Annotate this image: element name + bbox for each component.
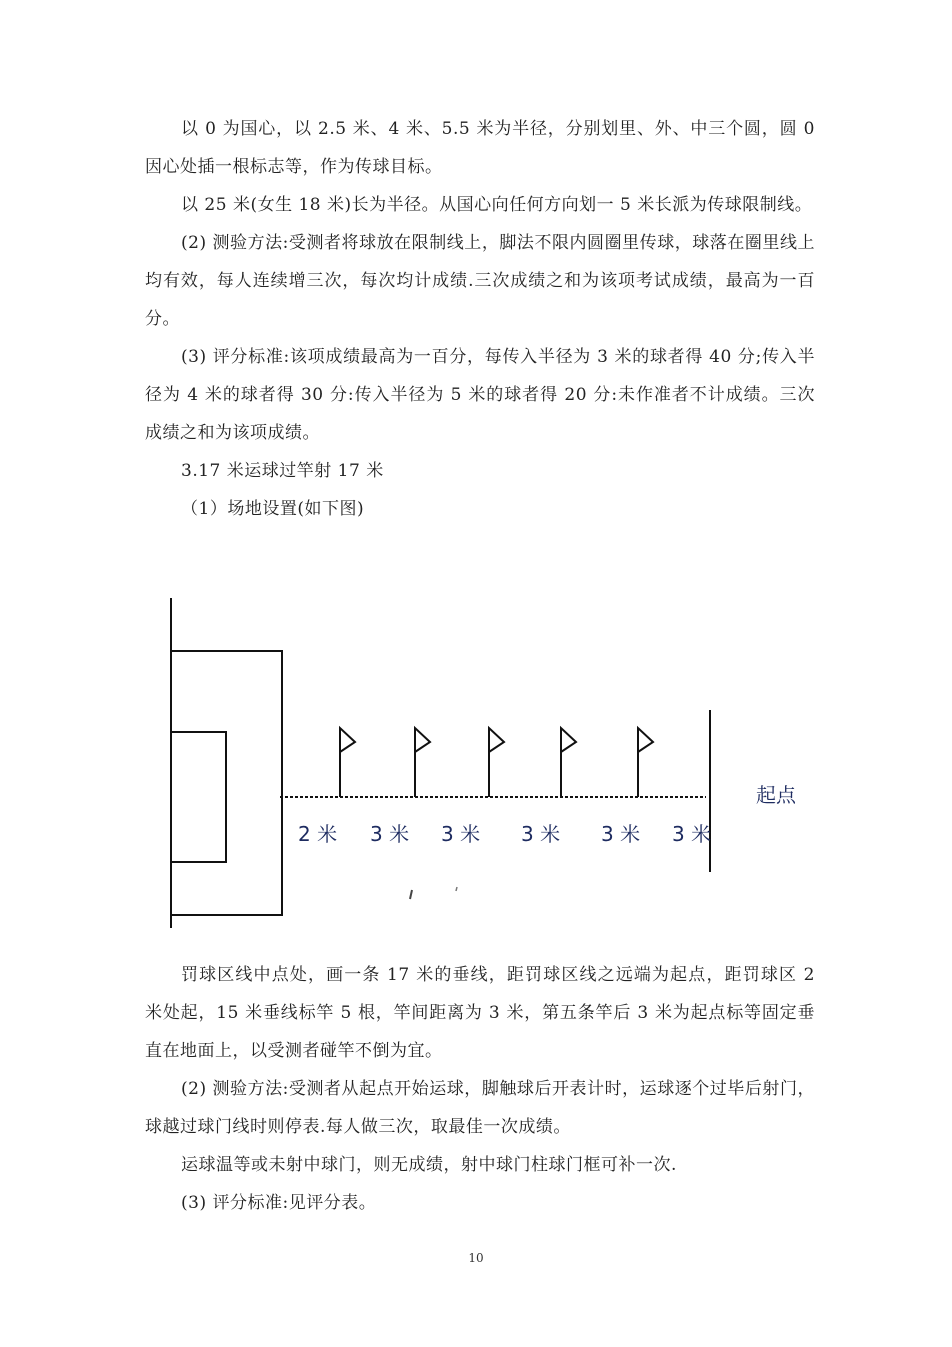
page-number: 10	[468, 1251, 484, 1265]
paragraph-limit-line: 以 25 米(女生 18 米)长为半径。从国心向任何方向划一 5 米长派为传球限制线。	[181, 195, 813, 215]
distance-label-4: 3 米	[521, 822, 561, 846]
flag-pole-2	[415, 728, 430, 797]
paragraph-dribble-scoring: (3) 评分标准:见评分表。	[181, 1193, 377, 1213]
bottom-text-block	[145, 956, 815, 1222]
paragraph-field-setup: （1）场地设置(如下图)	[181, 499, 365, 519]
start-point-label: 起点	[756, 783, 796, 807]
distance-label-3: 3 米	[441, 822, 481, 846]
distance-label-2: 3 米	[370, 822, 410, 846]
paragraph-scoring: (3) 评分标准:该项成绩最高为一百分，每传入半径为 3 米的球者得 40 分;传入半径为 4 米的球者得 30 分:传入半径为 5 米的球者得 20 分:未作准者不计成绩。三次成绩之和为该项成绩。	[145, 347, 815, 443]
paragraph-perpendicular-setup: 罚球区线中点处，画一条 17 米的垂线，距罚球区线之远端为起点，距罚球区 2 米处起，15 米垂线标竿 5 根，竿间距离为 3 米，第五条竿后 3 米为起点标等固定垂直在地面上，以受测者碰竿不倒为宜。	[145, 965, 815, 1061]
flag-pole-4	[561, 728, 576, 797]
paragraph-test-method: (2) 测验方法:受测者将球放在限制线上，脚法不限内圆圈里传球，球落在圈里线上均有效，每人连续增三次，每次均计成绩.三次成绩之和为该项考试成绩，最高为一百分。	[145, 233, 815, 329]
flag-pole-3	[489, 728, 504, 797]
flag-pole-1	[340, 728, 355, 797]
flag-pole-5	[638, 728, 653, 797]
distance-label-6: 3 米	[672, 822, 712, 846]
section-heading-dribble: 3.17 米运球过竿射 17 米	[181, 461, 384, 481]
top-text-block	[145, 110, 815, 528]
paragraph-no-score-rule: 运球温等或未射中球门，则无成绩，射中球门柱球门框可补一次.	[181, 1155, 677, 1175]
distance-label-1: 2 米	[298, 822, 338, 846]
goal-area	[171, 732, 226, 862]
paragraph-target-circles: 以 0 为国心，以 2.5 米、4 米、5.5 米为半径，分别划里、外、中三个圆，圆 0 因心处插一根标志等，作为传球目标。	[145, 119, 815, 177]
distance-label-5: 3 米	[601, 822, 641, 846]
field-layout-diagram	[160, 590, 820, 940]
paragraph-dribble-method: (2) 测验方法:受测者从起点开始运球，脚触球后开表计时，运球逐个过毕后射门，球越过球门线时则停表.每人做三次，取最佳一次成绩。	[145, 1079, 815, 1137]
